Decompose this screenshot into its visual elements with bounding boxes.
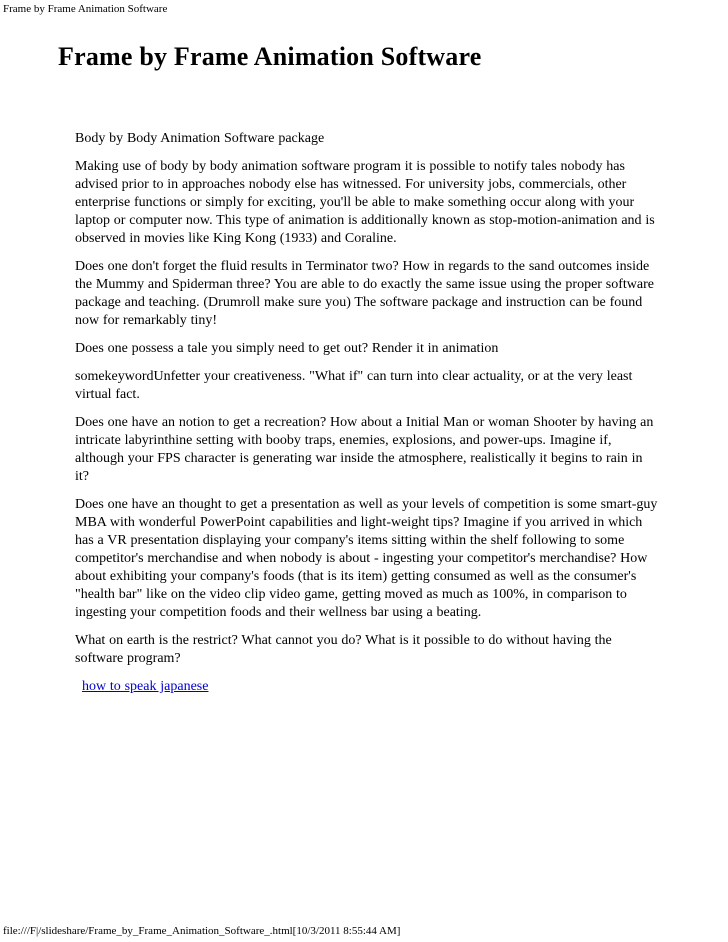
- article-paragraph: somekeywordUnfetter your creativeness. "What if" can turn into clear actuality, or at the very least virtual fact.: [75, 369, 633, 402]
- print-header-title: Frame by Frame Animation Software: [3, 3, 168, 15]
- article-paragraph: Does one have an thought to get a presentation as well as your levels of competition is some smart-guy MBA with wonderful PowerPoint capabilities and light-weight tips? Imagine if you arrived in which has a VR presentation displaying your company's items sitting within the shelf following to some competitor's merchandise and when nobody is about - ingesting your competitor's merchandise? How about exhibiting your company's foods (that is its item) getting consumed as well as the consumer's "health bar" like on the video clip video game, getting moved as much as 100%, in comparison to ingesting your competition foods and their wellness bar using a beating.: [75, 497, 658, 620]
- article-paragraph: Does one don't forget the fluid results in Terminator two? How in regards to the sand outcomes inside the Mummy and Spiderman three? You are able to do exactly the same issue using the proper software package and teaching. (Drumroll make sure you) The software package and instruction can be found now for remarkably tiny!: [75, 259, 654, 328]
- japanese-link[interactable]: how to speak japanese: [82, 679, 209, 694]
- print-footer-path: file:///F|/slideshare/Frame_by_Frame_Animation_Software_.html[10/3/2011 8:55:44 AM]: [3, 925, 401, 937]
- article-paragraph: What on earth is the restrict? What cannot you do? What is it possible to do without having the software program?: [75, 633, 612, 666]
- article-body: [75, 130, 660, 706]
- article-paragraph: Does one possess a tale you simply need to get out? Render it in animation: [75, 341, 499, 356]
- page-title: Frame by Frame Animation Software: [58, 42, 482, 71]
- link-container: [75, 678, 660, 696]
- article-paragraph-subtitle: Body by Body Animation Software package: [75, 131, 325, 146]
- article-paragraph: Making use of body by body animation software program it is possible to notify tales nobody has advised prior to in approaches nobody else has witnessed. For university jobs, commercials, other enterprise functions or simply for exciting, you'll be able to make something occur along with your laptop or computer now. This type of animation is additionally known as stop-motion-animation and is observed in movies like King Kong (1933) and Coraline.: [75, 159, 655, 246]
- article-paragraph: Does one have an notion to get a recreation? How about a Initial Man or woman Shooter by having an intricate labyrinthine setting with booby traps, enemies, explosions, and power-ups. Imagine if, although your FPS character is generating war inside the atmosphere, realistically it begins to rain in it?: [75, 415, 654, 484]
